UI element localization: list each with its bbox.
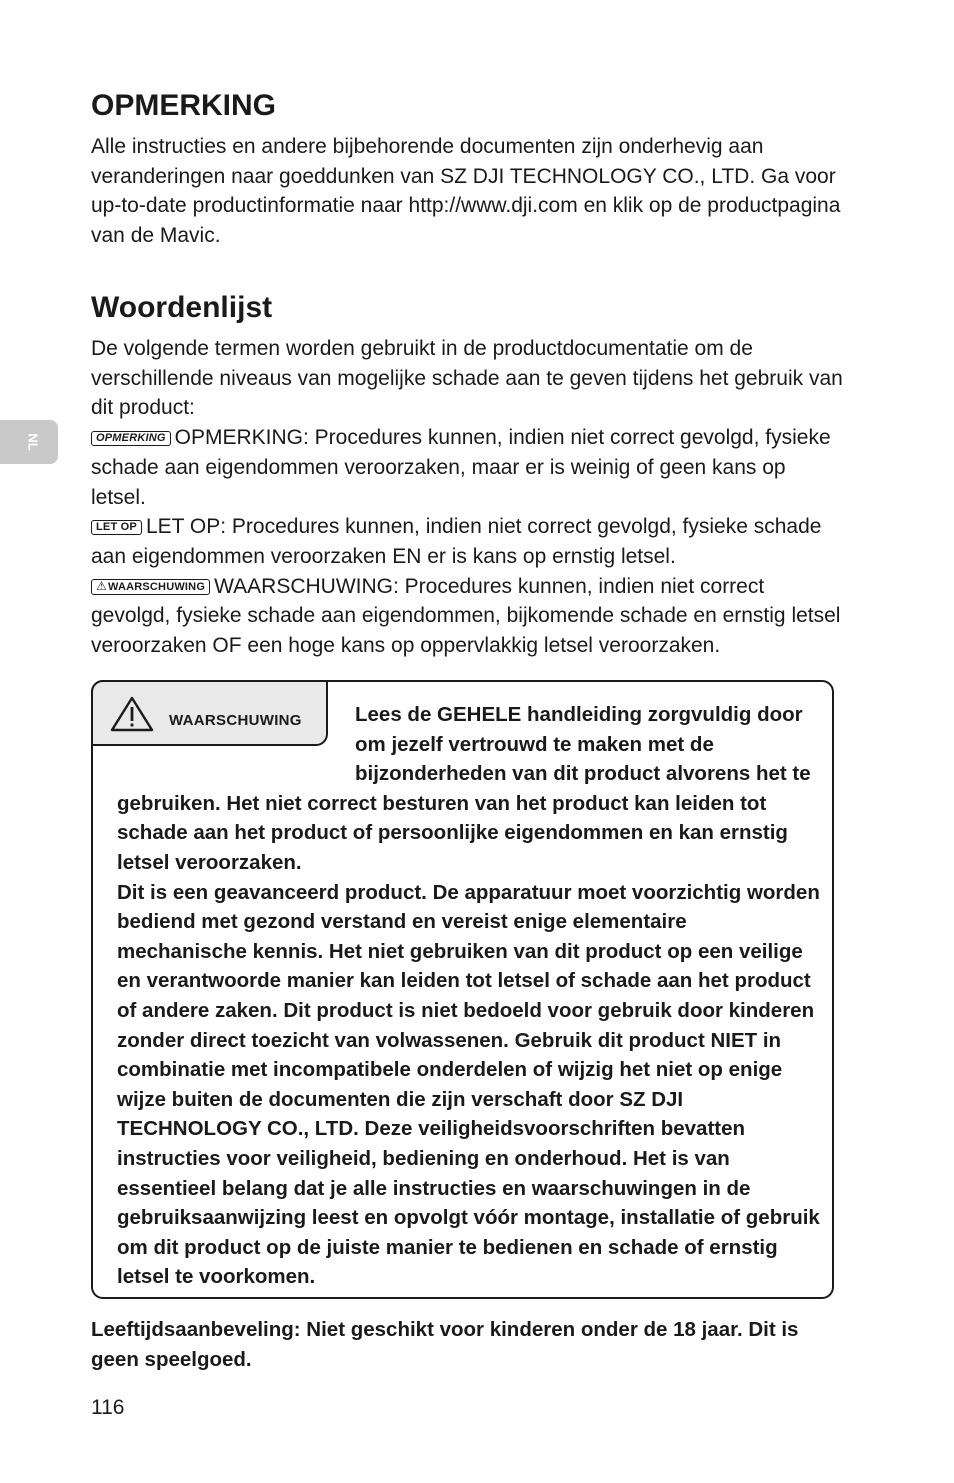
warning-paragraph-1: Lees de GEHELE handleiding zorgvuldig door om jezelf vertrouwd te maken met de bijzonderheden van dit product alvorens het te gebruiken. Het niet correct besturen van het product kan leiden tot schade aan het product of persoonlijke eigendommen en kan ernstig letsel veroorzaken.: [117, 703, 811, 874]
page-number: 116: [91, 1396, 125, 1419]
glossary-term: WAARSCHUWING:: [214, 574, 399, 598]
glossary-section: [91, 334, 843, 661]
header-spacer: [117, 700, 355, 760]
warning-label: WAARSCHUWING: [169, 712, 302, 729]
waarschuwing-tag-icon: [91, 579, 210, 595]
heading-opmerking: OPMERKING: [91, 89, 277, 122]
glossary-term: LET OP:: [145, 515, 227, 539]
glossary-desc: Procedures kunnen, indien niet correct gevolgd, fysieke schade aan eigendommen, bijkomende schade en ernstig letsel veroorzaken OF een hoge kans op oppervlakkig letsel veroorzaken.: [91, 574, 841, 658]
opmerking-tag-icon: OPMERKING: [91, 431, 171, 446]
glossary-intro: De volgende termen worden gebruikt in de productdocumentatie om de verschillende niveaus van mogelijke schade aan te geven tijdens het gebruik van dit product:: [91, 337, 843, 420]
waarschuwing-tag-label: WAARSCHUWING: [107, 580, 206, 593]
warning-box: [91, 680, 834, 1299]
glossary-desc: Procedures kunnen, indien niet correct gevolgd, fysieke schade aan eigendommen veroorzaken, maar er is weinig of geen kans op letsel.: [91, 426, 831, 509]
age-recommendation: Leeftijdsaanbeveling: Niet geschikt voor kinderen onder de 18 jaar. Dit is geen speelgoed.: [91, 1318, 799, 1371]
heading-woordenlijst: Woordenlijst: [91, 291, 273, 324]
warning-triangle-icon: ⚠: [96, 578, 107, 593]
opmerking-text: Alle instructies en andere bijbehorende documenten zijn onderhevig aan veranderingen naar goeddunken van SZ DJI TECHNOLOGY CO., LTD. Ga voor up-to-date productinformatie naar http://www.dji.com en klik op de productpagina van de Mavic.: [91, 135, 841, 248]
glossary-term: OPMERKING:: [174, 426, 309, 450]
language-side-tab: [0, 420, 58, 464]
let-op-tag-icon: LET OP: [91, 520, 142, 535]
language-tab-label: NL: [25, 433, 41, 451]
glossary-desc: Procedures kunnen, indien niet correct gevolgd, fysieke schade aan eigendommen veroorzaken EN er is kans op ernstig letsel.: [91, 515, 822, 568]
warning-paragraph-2: Dit is een geavanceerd product. De apparatuur moet voorzichtig worden bediend met gezond verstand en vereist enige elementaire mechanische kennis. Het niet gebruiken van dit product op een veilige en verantwoorde manier kan leiden tot letsel of schade aan het product of andere zaken. Dit product is niet bedoeld voor gebruik door kinderen zonder direct toezicht van volwassenen. Gebruik dit product NIET in combinatie met incompatibele onderdelen of wijzig het niet op enige wijze buiten de documenten die zijn verschaft door SZ DJI TECHNOLOGY CO., LTD. Deze veiligheidsvoorschriften bevatten instructies voor veiligheid, bediening en onderhoud. Het is van essentieel belang dat je alle instructies en waarschuwingen in de gebruiksaanwijzing leest en opvolgt vóór montage, installatie of gebruik om dit product op de juiste manier te bedienen en schade of ernstig letsel te voorkomen.: [117, 880, 820, 1289]
warning-text: [117, 700, 822, 1292]
